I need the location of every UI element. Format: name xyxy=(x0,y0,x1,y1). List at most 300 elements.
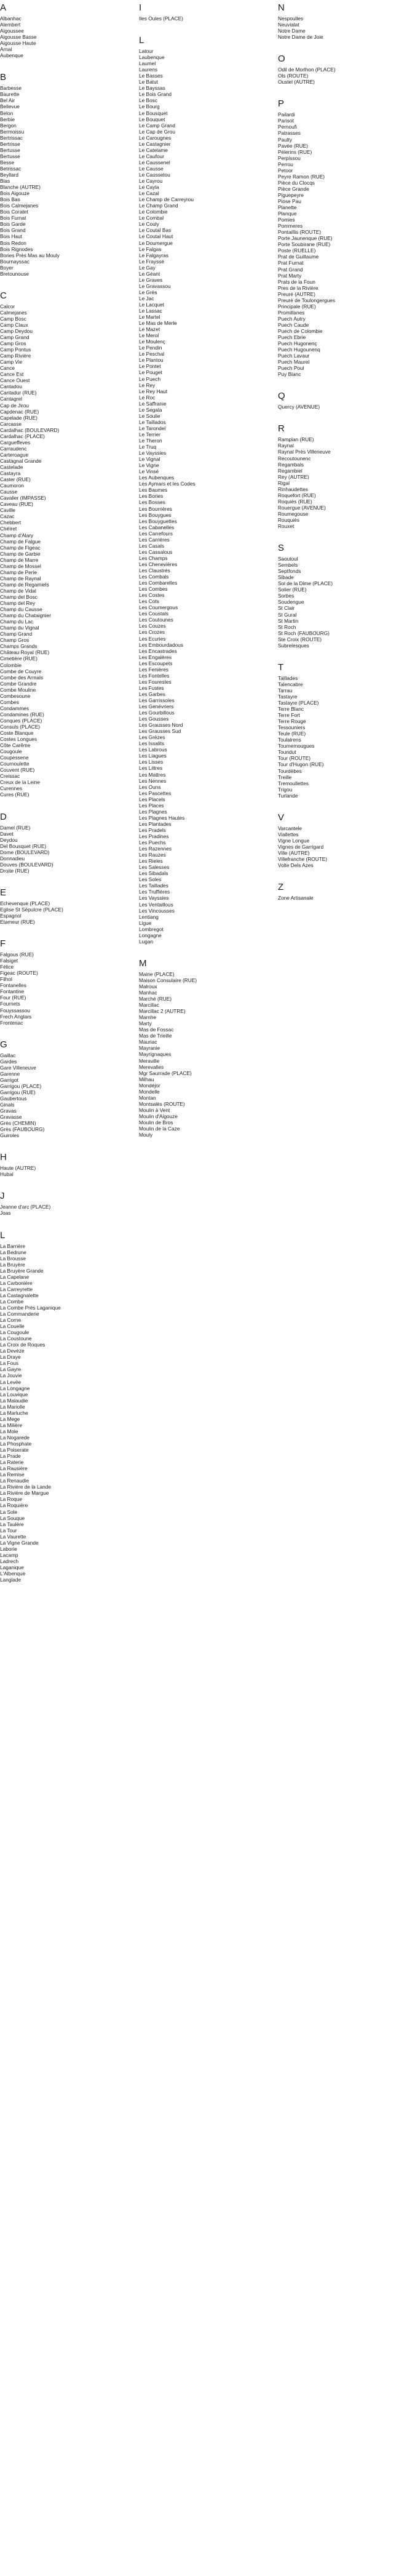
street-link[interactable]: Roquefort (RUE) xyxy=(278,492,316,498)
street-link[interactable]: La Coustoune xyxy=(0,1335,32,1342)
street-link[interactable]: Terre Fort xyxy=(278,712,300,719)
street-link[interactable]: Castagnal Grande xyxy=(0,457,42,464)
street-link[interactable]: Puech Ebrie xyxy=(278,334,306,341)
street-link[interactable]: La Jouvie xyxy=(0,1372,22,1379)
street-link[interactable]: Bois Rignodes xyxy=(0,246,33,252)
street-link[interactable]: Chéïret xyxy=(0,526,17,532)
street-link[interactable]: Combesoune xyxy=(0,692,31,699)
street-link[interactable]: Longagne xyxy=(139,932,162,938)
street-link[interactable]: Bois Furnat xyxy=(0,215,26,222)
street-link[interactable]: St Roch (FAUBOURG) xyxy=(278,630,330,636)
street-link[interactable]: Bergon xyxy=(0,122,17,129)
street-link[interactable]: Septfonds xyxy=(278,568,301,575)
street-link[interactable]: Bories Près Mas au Mouly xyxy=(0,252,60,258)
street-link[interactable]: Les Bourrières xyxy=(139,505,172,512)
street-link[interactable]: Les Rauzes xyxy=(139,852,166,858)
street-link[interactable]: Prat Marty xyxy=(278,272,302,279)
street-link[interactable]: La Louvique xyxy=(0,1391,28,1398)
street-link[interactable]: St Roch xyxy=(278,623,296,630)
street-link[interactable]: Cournoulette xyxy=(0,761,30,767)
street-link[interactable]: Le Frayssé xyxy=(139,258,165,265)
street-link[interactable]: Castelade xyxy=(0,464,23,470)
street-link[interactable]: Laborie xyxy=(0,1545,17,1552)
street-link[interactable]: Le Falgas xyxy=(139,246,162,252)
street-link[interactable]: Bertrisse xyxy=(0,140,20,147)
street-link[interactable]: Le Gay xyxy=(139,264,156,271)
street-link[interactable]: Del Bousquet (RUE) xyxy=(0,842,47,849)
street-link[interactable]: Fournets xyxy=(0,1001,20,1007)
street-link[interactable]: Vignes de Garrigard xyxy=(278,843,324,850)
street-link[interactable]: La Corne xyxy=(0,1317,22,1324)
street-link[interactable]: La Combe Près Laganique xyxy=(0,1304,61,1311)
street-link[interactable]: Le Champ de Carreyrou xyxy=(139,196,194,203)
street-link[interactable]: Chebbert xyxy=(0,519,22,526)
street-link[interactable]: Marché (RUE) xyxy=(139,996,172,1002)
street-link[interactable]: Raynal Près Villeneuve xyxy=(278,449,331,455)
street-link[interactable]: Les Fontelles xyxy=(139,672,170,679)
street-link[interactable]: Les Coumergous xyxy=(139,604,178,611)
street-link[interactable]: Douves (BOULEVARD) xyxy=(0,861,53,868)
street-link[interactable]: Marcillac 2 (AUTRE) xyxy=(139,1008,186,1015)
street-link[interactable]: Gravas xyxy=(0,1108,17,1114)
street-link[interactable]: Les Casals xyxy=(139,542,165,549)
street-link[interactable]: Castayra xyxy=(0,470,21,477)
street-link[interactable]: La Combe xyxy=(0,1298,24,1305)
street-link[interactable]: Les Claustrés xyxy=(139,567,170,574)
street-link[interactable]: Boyer xyxy=(0,264,14,271)
street-link[interactable]: Le Graves xyxy=(139,276,163,283)
street-link[interactable]: Betrissac xyxy=(0,165,22,172)
street-link[interactable]: Fontanelles xyxy=(0,982,26,989)
street-link[interactable]: Lugan xyxy=(139,938,154,945)
street-link[interactable]: Tour (ROUTE) xyxy=(278,755,311,762)
street-link[interactable]: Camp Gros xyxy=(0,340,26,347)
street-link[interactable]: Notre Dame de Joie xyxy=(278,34,323,41)
street-link[interactable]: Solier (RUE) xyxy=(278,586,307,593)
street-link[interactable]: Bellevue xyxy=(0,103,20,110)
street-link[interactable]: Saoutoul xyxy=(278,556,298,562)
street-link[interactable]: Le Champ Grand xyxy=(139,202,178,209)
street-link[interactable]: Le Combal xyxy=(139,215,164,222)
street-link[interactable]: Pièce du Clocqs xyxy=(278,179,315,186)
street-link[interactable]: La Carreyrette xyxy=(0,1286,33,1292)
street-link[interactable]: Principale (RUE) xyxy=(278,303,316,310)
street-link[interactable]: Planette xyxy=(278,204,297,211)
street-link[interactable]: Le Martel xyxy=(139,314,160,321)
street-link[interactable]: Prat Grand xyxy=(278,266,303,273)
street-link[interactable]: Les Grèzes xyxy=(139,734,165,741)
street-link[interactable]: Puech Hugonenç xyxy=(278,340,317,347)
street-link[interactable]: Baurette xyxy=(0,91,20,98)
street-link[interactable]: Tastayre xyxy=(278,693,298,700)
street-link[interactable]: Champ de Marre xyxy=(0,556,39,563)
street-link[interactable]: Figeac (ROUTE) xyxy=(0,970,38,977)
street-link[interactable]: Les Gourbillous xyxy=(139,710,175,716)
street-link[interactable]: Calmejanes xyxy=(0,309,27,316)
street-link[interactable]: Camp Grand xyxy=(0,334,30,341)
street-link[interactable]: Les Rieles xyxy=(139,858,163,865)
street-link[interactable]: Petoor xyxy=(278,167,293,174)
street-link[interactable]: Condamines (RUE) xyxy=(0,711,44,718)
street-link[interactable]: Le Plantou xyxy=(139,357,164,364)
street-link[interactable]: Droite (RUE) xyxy=(0,867,30,874)
street-link[interactable]: Beyllard xyxy=(0,171,18,178)
street-link[interactable]: Le Causselou xyxy=(139,171,170,178)
street-link[interactable]: Les Fourestes xyxy=(139,678,172,685)
street-link[interactable]: Le Lassac xyxy=(139,308,162,314)
street-link[interactable]: La Rivière de Margue xyxy=(0,1490,49,1497)
street-link[interactable]: Colombie xyxy=(0,662,22,668)
street-link[interactable]: Mgr Saurrade (PLACE) xyxy=(139,1070,192,1076)
street-link[interactable]: Zone Artisanale xyxy=(278,895,314,902)
street-link[interactable]: Falgous (RUE) xyxy=(0,951,34,958)
street-link[interactable]: Cazac xyxy=(0,513,15,520)
street-link[interactable]: Carteroague xyxy=(0,451,29,458)
street-link[interactable]: Tastayre (PLACE) xyxy=(278,699,319,706)
street-link[interactable]: La Phosphate xyxy=(0,1441,32,1447)
street-link[interactable]: Talencabre xyxy=(278,681,303,687)
street-link[interactable]: Le Theron xyxy=(139,438,162,444)
street-link[interactable]: Neuvialat xyxy=(278,22,299,28)
street-link[interactable]: Ols (ROUTE) xyxy=(278,73,309,79)
street-link[interactable]: Le Rey xyxy=(139,382,156,388)
street-link[interactable]: La Souque xyxy=(0,1514,25,1521)
street-link[interactable]: Toundut xyxy=(278,749,296,756)
street-link[interactable]: Creissac xyxy=(0,773,20,780)
street-link[interactable]: Moulin de Bros xyxy=(139,1119,173,1126)
street-link[interactable]: Le Pendin xyxy=(139,345,162,351)
street-link[interactable]: Rouergue (AVENUE) xyxy=(278,504,326,511)
street-link[interactable]: Le Batut xyxy=(139,79,158,86)
street-link[interactable]: Aigoussee xyxy=(0,28,24,34)
street-link[interactable]: Les Encastrades xyxy=(139,647,177,654)
street-link[interactable]: Frontenac xyxy=(0,1019,23,1026)
street-link[interactable]: Le Merol xyxy=(139,332,159,339)
street-link[interactable]: Les Carrefours xyxy=(139,530,173,537)
street-link[interactable]: Les Fustes xyxy=(139,684,164,691)
street-link[interactable]: La Levée xyxy=(0,1378,22,1385)
street-link[interactable]: Bretounouse xyxy=(0,270,30,277)
street-link[interactable]: St Martin xyxy=(278,617,299,624)
street-link[interactable]: Garenne xyxy=(0,1070,20,1077)
street-link[interactable]: Bournayssac xyxy=(0,258,30,265)
street-link[interactable]: Les Combes xyxy=(139,586,168,593)
street-link[interactable]: Odil de Morlhon (PLACE) xyxy=(278,66,336,73)
street-link[interactable]: Bermoissu xyxy=(0,128,25,135)
street-link[interactable]: Grès (CHEMIN) xyxy=(0,1120,36,1127)
street-link[interactable]: Four (RUE) xyxy=(0,994,26,1001)
street-link[interactable]: Les Plagnes xyxy=(139,808,167,815)
street-link[interactable]: Caveau (RUE) xyxy=(0,501,33,508)
street-link[interactable]: La Vaurette xyxy=(0,1533,26,1540)
street-link[interactable]: Le Bousquet xyxy=(139,110,168,116)
street-link[interactable]: Milhau xyxy=(139,1076,154,1082)
street-link[interactable]: Puech Maurel xyxy=(278,359,310,366)
street-link[interactable]: Les Combarelles xyxy=(139,580,178,586)
street-link[interactable]: Marcillac xyxy=(139,1002,159,1009)
street-link[interactable]: Mas de Trieille xyxy=(139,1033,172,1039)
street-link[interactable]: Vigne Longue xyxy=(278,837,310,844)
street-link[interactable]: Puech Hugounenq xyxy=(278,346,320,353)
street-link[interactable]: Champ de Perie xyxy=(0,569,37,575)
street-link[interactable]: Turlande xyxy=(278,792,298,799)
street-link[interactable]: Puech Lavaur xyxy=(278,353,310,359)
street-link[interactable]: Terre Blanc xyxy=(278,706,304,713)
street-link[interactable]: Le Pouget xyxy=(139,369,162,376)
street-link[interactable]: Moulin d'Aigouze xyxy=(139,1113,178,1119)
street-link[interactable]: Bois Grand xyxy=(0,227,26,234)
street-link[interactable]: Cantadur (RUE) xyxy=(0,390,37,396)
street-link[interactable]: Les Plantades xyxy=(139,820,172,827)
street-link[interactable]: Laumel xyxy=(139,60,156,67)
street-link[interactable]: Moulin à Vent xyxy=(139,1106,170,1113)
street-link[interactable]: Cantadou xyxy=(0,383,22,390)
street-link[interactable]: Gaillac xyxy=(0,1052,16,1058)
street-link[interactable]: La Sole xyxy=(0,1508,18,1515)
street-link[interactable]: Le Pontet xyxy=(139,363,161,370)
street-link[interactable]: Puy Blanc xyxy=(278,371,301,378)
street-link[interactable]: Gaubertous xyxy=(0,1095,27,1102)
street-link[interactable]: Conques (PLACE) xyxy=(0,717,42,724)
street-link[interactable]: Champ du Chataignier xyxy=(0,612,52,619)
street-link[interactable]: Perrou xyxy=(278,161,293,167)
street-link[interactable]: Besse xyxy=(0,159,15,166)
street-link[interactable]: Villefranche (ROUTE) xyxy=(278,855,328,862)
street-link[interactable]: Le Mazet xyxy=(139,326,160,333)
street-link[interactable]: La Croix de Roques xyxy=(0,1342,45,1348)
street-link[interactable]: Etameur (RUE) xyxy=(0,919,35,926)
street-link[interactable]: Regambiel xyxy=(278,467,302,474)
street-link[interactable]: Les Escoupets xyxy=(139,660,173,666)
street-link[interactable]: Tessouniers xyxy=(278,724,306,731)
street-link[interactable]: Taillades xyxy=(278,674,298,681)
street-link[interactable]: Les Pradels xyxy=(139,826,166,833)
street-link[interactable]: Champ Grand xyxy=(0,631,33,638)
street-link[interactable]: La Commanderie xyxy=(0,1311,39,1318)
street-link[interactable]: Couvent (RUE) xyxy=(0,767,35,774)
street-link[interactable]: La Prade xyxy=(0,1453,21,1460)
street-link[interactable]: La Capelane xyxy=(0,1273,30,1280)
street-link[interactable]: Les Aubenques xyxy=(139,474,175,481)
street-link[interactable]: Les Crozes xyxy=(139,629,165,636)
street-link[interactable]: La Bruyère xyxy=(0,1261,25,1268)
street-link[interactable]: Les Garbes xyxy=(139,690,165,697)
street-link[interactable]: Combe de Couyre xyxy=(0,668,42,674)
street-link[interactable]: Rouquiès xyxy=(278,517,300,523)
street-link[interactable]: Cance Ouest xyxy=(0,377,30,384)
street-link[interactable]: Le Bouquet xyxy=(139,116,165,122)
street-link[interactable]: Le Falgayras xyxy=(139,252,168,258)
street-link[interactable]: Le Caussenel xyxy=(139,159,170,166)
street-link[interactable]: Planque xyxy=(278,210,297,217)
street-link[interactable]: Les Places xyxy=(139,802,164,809)
street-link[interactable]: Les Genévriers xyxy=(139,703,174,710)
street-link[interactable]: Mas de Fossac xyxy=(139,1026,174,1033)
street-link[interactable]: Bias xyxy=(0,178,10,185)
street-link[interactable]: Le Bayssas xyxy=(139,85,165,92)
street-link[interactable]: Ladrech xyxy=(0,1558,18,1564)
street-link[interactable]: Champ de Falgue xyxy=(0,538,41,545)
street-link[interactable]: Jeanne d'arc (PLACE) xyxy=(0,1204,51,1210)
street-link[interactable]: La Poiserate xyxy=(0,1447,29,1454)
street-link[interactable]: La Longagne xyxy=(0,1385,30,1391)
street-link[interactable]: Prat Furnat xyxy=(278,260,304,266)
street-link[interactable]: Les Truffières xyxy=(139,889,170,895)
street-link[interactable]: Bertusse xyxy=(0,146,20,153)
street-link[interactable]: Lacamp xyxy=(0,1551,18,1558)
street-link[interactable]: Bois Garde xyxy=(0,221,26,228)
street-link[interactable]: Laubenque xyxy=(139,54,165,61)
street-link[interactable]: Le Géant xyxy=(139,270,160,277)
street-link[interactable]: La Barrière xyxy=(0,1242,26,1249)
street-link[interactable]: Mayranie xyxy=(139,1045,160,1052)
street-link[interactable]: Les Grausses Nord xyxy=(139,722,183,729)
street-link[interactable]: Les Grausses Sud xyxy=(139,728,181,735)
street-link[interactable]: Les Bouygues xyxy=(139,511,172,518)
street-link[interactable]: Champ de Mossel xyxy=(0,562,41,569)
street-link[interactable]: Sol de la Dime (PLACE) xyxy=(278,580,333,587)
street-link[interactable]: Iles Oules (PLACE) xyxy=(139,15,183,22)
street-link[interactable]: Le Causse xyxy=(139,165,164,172)
street-link[interactable]: Alembert xyxy=(0,22,21,28)
street-link[interactable]: Tourdèbes xyxy=(278,767,302,774)
street-link[interactable]: Puech Caude xyxy=(278,321,309,328)
street-link[interactable]: Pavèe (RUE) xyxy=(278,142,308,149)
street-link[interactable]: La Roque xyxy=(0,1496,22,1503)
street-link[interactable]: La Rausière xyxy=(0,1465,28,1472)
street-link[interactable]: Les Cassalous xyxy=(139,548,173,555)
street-link[interactable]: Le Couly xyxy=(139,221,159,228)
street-link[interactable]: Pailardi xyxy=(278,111,295,118)
street-link[interactable]: Le Rey Haut xyxy=(139,388,168,394)
street-link[interactable]: Les Bosses xyxy=(139,499,165,506)
street-link[interactable]: Moulin de la Caze xyxy=(139,1126,180,1132)
street-link[interactable]: Montsalès (ROUTE) xyxy=(139,1100,185,1107)
street-link[interactable]: Porte Jaunenque (RUE) xyxy=(278,235,333,242)
street-link[interactable]: Piguepeyre xyxy=(278,191,304,198)
street-link[interactable]: Haute (AUTRE) xyxy=(0,1165,36,1172)
street-link[interactable]: Garrigou (PLACE) xyxy=(0,1082,42,1089)
street-link[interactable]: Rouxet xyxy=(278,523,294,530)
street-link[interactable]: Le Gravassou xyxy=(139,282,171,289)
street-link[interactable]: Paulty xyxy=(278,136,293,143)
street-link[interactable]: Le Caufour xyxy=(139,153,165,159)
street-link[interactable]: La Tour xyxy=(0,1527,17,1534)
street-link[interactable]: Cance Est xyxy=(0,371,24,378)
street-link[interactable]: Le Grès xyxy=(139,289,157,295)
street-link[interactable]: Les Couzes xyxy=(139,623,166,630)
street-link[interactable]: Peyre Ramon (RUE) xyxy=(278,173,325,180)
street-link[interactable]: Les Garrissoles xyxy=(139,697,175,703)
street-link[interactable]: Prats de la Foun xyxy=(278,278,315,285)
street-link[interactable]: Le Doumergue xyxy=(139,239,173,246)
street-link[interactable]: Les Champs xyxy=(139,554,168,561)
street-link[interactable]: Aigousse Basse xyxy=(0,34,37,41)
street-link[interactable]: Le Coutal Haut xyxy=(139,233,173,240)
street-link[interactable]: Château Royal (RUE) xyxy=(0,649,50,656)
street-link[interactable]: St Clair xyxy=(278,605,295,612)
street-link[interactable]: Promillanes xyxy=(278,309,305,316)
street-link[interactable]: La Brousse xyxy=(0,1255,26,1262)
street-link[interactable]: Coste Blanque xyxy=(0,730,34,737)
street-link[interactable]: Porte Soubirane (RUE) xyxy=(278,241,331,248)
street-link[interactable]: Lombregot xyxy=(139,926,164,932)
street-link[interactable]: Pontaillis (ROUTE) xyxy=(278,229,322,236)
street-link[interactable]: Hubal xyxy=(0,1171,14,1178)
street-link[interactable]: Mouly xyxy=(139,1132,153,1138)
street-link[interactable]: Laurens xyxy=(139,66,157,73)
street-link[interactable]: La Bruyère Grande xyxy=(0,1267,44,1274)
street-link[interactable]: La Bedrune xyxy=(0,1249,26,1255)
street-link[interactable]: Cures (RUE) xyxy=(0,791,30,798)
street-link[interactable]: Le Tarondel xyxy=(139,425,166,431)
street-link[interactable]: Cardalhac (BOULEVARD) xyxy=(0,426,60,433)
street-link[interactable]: Le Cazal xyxy=(139,190,159,197)
street-link[interactable]: Terre Rouge xyxy=(278,718,306,725)
street-link[interactable]: Le Jac xyxy=(139,295,154,302)
street-link[interactable]: Arnal xyxy=(0,46,12,53)
street-link[interactable]: Tarrau xyxy=(278,687,293,694)
street-link[interactable]: Roumegouse xyxy=(278,510,309,517)
street-link[interactable]: Marty xyxy=(139,1020,152,1027)
street-link[interactable]: Cimetière (RUE) xyxy=(0,655,38,662)
street-link[interactable]: Prat de Guillaume xyxy=(278,254,319,260)
street-link[interactable]: Bel Air xyxy=(0,97,15,104)
street-link[interactable]: Le Basses xyxy=(139,73,163,79)
street-link[interactable]: La Mege xyxy=(0,1415,20,1422)
street-link[interactable]: Les Carrières xyxy=(139,536,170,543)
street-link[interactable]: Patrasses xyxy=(278,130,301,137)
street-link[interactable]: Les Littres xyxy=(139,765,163,772)
street-link[interactable]: Cardalhac (PLACE) xyxy=(0,433,45,439)
street-link[interactable]: Aubenque xyxy=(0,52,23,59)
street-link[interactable]: Preuré de Toulongergues xyxy=(278,297,336,303)
street-link[interactable]: Sembels xyxy=(278,562,298,569)
street-link[interactable]: La Nogarede xyxy=(0,1434,30,1441)
street-link[interactable]: Mairie (PLACE) xyxy=(139,970,175,977)
street-link[interactable]: Champ du Lac xyxy=(0,618,33,625)
street-link[interactable]: Champ de Vidal xyxy=(0,587,36,594)
street-link[interactable]: Guiroles xyxy=(0,1132,19,1139)
street-link[interactable]: Les Salesses xyxy=(139,864,170,871)
street-link[interactable]: Rigal xyxy=(278,479,290,486)
street-link[interactable]: Perpissou xyxy=(278,154,301,161)
street-link[interactable]: Roquiès (RUE) xyxy=(278,498,312,505)
street-link[interactable]: Les Bories xyxy=(139,493,164,500)
street-link[interactable]: Soudengue xyxy=(278,599,304,606)
street-link[interactable]: Champ de Figeac xyxy=(0,544,41,551)
street-link[interactable]: Caster (RUE) xyxy=(0,476,31,483)
street-link[interactable]: Le Truq xyxy=(139,444,157,450)
street-link[interactable]: Cance xyxy=(0,365,15,372)
street-link[interactable]: Camp Vie xyxy=(0,359,23,366)
street-link[interactable]: La Marluche xyxy=(0,1409,28,1416)
street-link[interactable]: Trigou xyxy=(278,786,293,793)
street-link[interactable]: Les Liagues xyxy=(139,753,167,759)
street-link[interactable]: Cavalier (IMPASSE) xyxy=(0,495,46,502)
street-link[interactable]: Damel (RUE) xyxy=(0,824,31,831)
street-link[interactable]: Bois Aigouze xyxy=(0,190,30,197)
street-link[interactable]: Coupessene xyxy=(0,754,29,761)
street-link[interactable]: Les Plagnes Hautes xyxy=(139,814,185,821)
street-link[interactable]: Champ del Rey xyxy=(0,600,36,607)
street-link[interactable]: Le Camp Grand xyxy=(139,122,176,129)
street-link[interactable]: Les Embourdadous xyxy=(139,641,183,648)
street-link[interactable]: Sorbes xyxy=(278,593,294,599)
street-link[interactable]: Davet xyxy=(0,830,14,837)
street-link[interactable]: Carcasse xyxy=(0,420,22,427)
street-link[interactable]: Félice xyxy=(0,964,14,970)
